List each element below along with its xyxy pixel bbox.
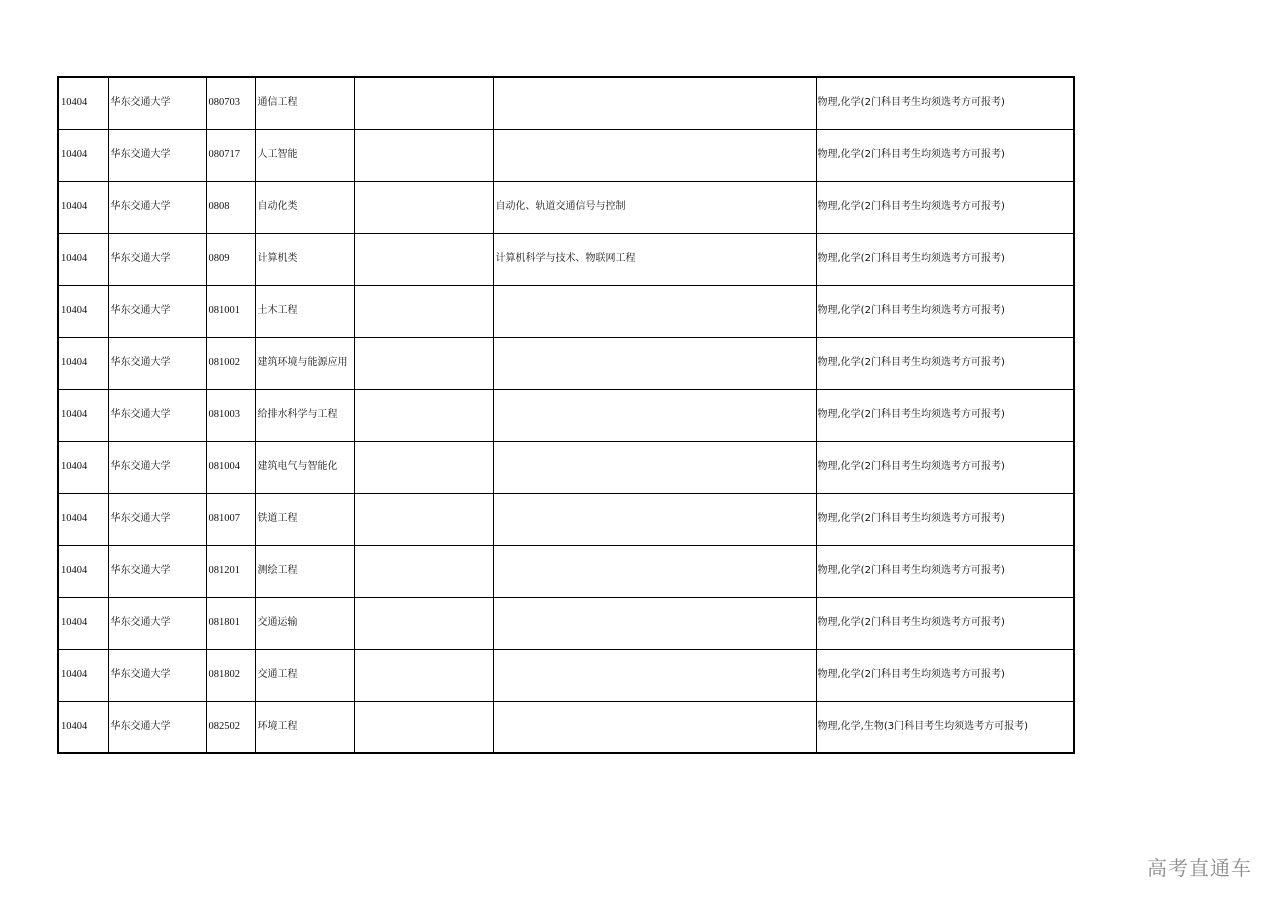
subject-requirement-cell: 物理,化学(2门科目考生均须选考方可报考) xyxy=(816,129,1074,181)
table-row xyxy=(58,389,1074,441)
empty-cell xyxy=(354,181,493,233)
school-name-cell: 华东交通大学 xyxy=(108,597,206,649)
major-code-cell: 0809 xyxy=(206,233,255,285)
included-majors-cell xyxy=(493,389,816,441)
major-code-cell: 081004 xyxy=(206,441,255,493)
empty-cell xyxy=(354,493,493,545)
major-name-cell: 土木工程 xyxy=(255,285,354,337)
included-majors-cell xyxy=(493,441,816,493)
subject-requirement-cell: 物理,化学(2门科目考生均须选考方可报考) xyxy=(816,597,1074,649)
included-majors-cell xyxy=(493,493,816,545)
school-code-cell: 10404 xyxy=(58,285,108,337)
subject-requirement-cell: 物理,化学(2门科目考生均须选考方可报考) xyxy=(816,441,1074,493)
included-majors-cell xyxy=(493,649,816,701)
major-name-cell: 环境工程 xyxy=(255,701,354,753)
school-code-cell: 10404 xyxy=(58,181,108,233)
school-code-cell: 10404 xyxy=(58,337,108,389)
major-code-cell: 0808 xyxy=(206,181,255,233)
school-code-cell: 10404 xyxy=(58,597,108,649)
subject-requirement-cell: 物理,化学(2门科目考生均须选考方可报考) xyxy=(816,181,1074,233)
major-name-cell: 通信工程 xyxy=(255,77,354,129)
school-name-cell: 华东交通大学 xyxy=(108,233,206,285)
table-row xyxy=(58,77,1074,129)
table-row xyxy=(58,129,1074,181)
included-majors-cell xyxy=(493,545,816,597)
watermark-text: 高考直通车 xyxy=(1147,856,1252,880)
school-code-cell: 10404 xyxy=(58,649,108,701)
school-code-cell: 10404 xyxy=(58,233,108,285)
major-name-cell: 交通运输 xyxy=(255,597,354,649)
included-majors-cell xyxy=(493,285,816,337)
empty-cell xyxy=(354,233,493,285)
table-row xyxy=(58,181,1074,233)
school-name-cell: 华东交通大学 xyxy=(108,77,206,129)
major-code-cell: 082502 xyxy=(206,701,255,753)
empty-cell xyxy=(354,337,493,389)
school-name-cell: 华东交通大学 xyxy=(108,649,206,701)
school-name-cell: 华东交通大学 xyxy=(108,389,206,441)
major-code-cell: 081802 xyxy=(206,649,255,701)
included-majors-cell xyxy=(493,337,816,389)
subject-requirement-cell: 物理,化学(2门科目考生均须选考方可报考) xyxy=(816,233,1074,285)
major-name-cell: 测绘工程 xyxy=(255,545,354,597)
table-row xyxy=(58,441,1074,493)
empty-cell xyxy=(354,77,493,129)
school-name-cell: 华东交通大学 xyxy=(108,545,206,597)
included-majors-cell xyxy=(493,129,816,181)
table-row xyxy=(58,493,1074,545)
subject-requirement-cell: 物理,化学(2门科目考生均须选考方可报考) xyxy=(816,493,1074,545)
subject-requirement-cell: 物理,化学,生物(3门科目考生均须选考方可报考) xyxy=(816,701,1074,753)
subject-requirement-cell: 物理,化学(2门科目考生均须选考方可报考) xyxy=(816,77,1074,129)
school-name-cell: 华东交通大学 xyxy=(108,129,206,181)
subject-requirement-cell: 物理,化学(2门科目考生均须选考方可报考) xyxy=(816,545,1074,597)
school-code-cell: 10404 xyxy=(58,129,108,181)
school-code-cell: 10404 xyxy=(58,441,108,493)
included-majors-cell xyxy=(493,701,816,753)
included-majors-cell: 计算机科学与技术、物联网工程 xyxy=(493,233,816,285)
school-code-cell: 10404 xyxy=(58,701,108,753)
school-code-cell: 10404 xyxy=(58,493,108,545)
major-code-cell: 081002 xyxy=(206,337,255,389)
major-name-cell: 计算机类 xyxy=(255,233,354,285)
major-name-cell: 建筑电气与智能化 xyxy=(255,441,354,493)
school-code-cell: 10404 xyxy=(58,389,108,441)
major-name-cell: 人工智能 xyxy=(255,129,354,181)
major-code-cell: 081003 xyxy=(206,389,255,441)
school-name-cell: 华东交通大学 xyxy=(108,493,206,545)
major-name-cell: 铁道工程 xyxy=(255,493,354,545)
table-row xyxy=(58,597,1074,649)
table-row xyxy=(58,337,1074,389)
empty-cell xyxy=(354,597,493,649)
empty-cell xyxy=(354,545,493,597)
empty-cell xyxy=(354,441,493,493)
major-code-cell: 080717 xyxy=(206,129,255,181)
subject-requirement-cell: 物理,化学(2门科目考生均须选考方可报考) xyxy=(816,337,1074,389)
table-row xyxy=(58,545,1074,597)
school-name-cell: 华东交通大学 xyxy=(108,337,206,389)
school-name-cell: 华东交通大学 xyxy=(108,285,206,337)
major-name-cell: 建筑环境与能源应用 xyxy=(255,337,354,389)
major-code-cell: 081801 xyxy=(206,597,255,649)
school-code-cell: 10404 xyxy=(58,545,108,597)
major-name-cell: 交通工程 xyxy=(255,649,354,701)
empty-cell xyxy=(354,389,493,441)
table-body xyxy=(58,77,1074,753)
school-name-cell: 华东交通大学 xyxy=(108,701,206,753)
school-name-cell: 华东交通大学 xyxy=(108,441,206,493)
empty-cell xyxy=(354,285,493,337)
subject-requirement-cell: 物理,化学(2门科目考生均须选考方可报考) xyxy=(816,285,1074,337)
included-majors-cell xyxy=(493,77,816,129)
table-row xyxy=(58,233,1074,285)
empty-cell xyxy=(354,701,493,753)
included-majors-cell: 自动化、轨道交通信号与控制 xyxy=(493,181,816,233)
major-code-cell: 080703 xyxy=(206,77,255,129)
major-name-cell: 自动化类 xyxy=(255,181,354,233)
school-code-cell: 10404 xyxy=(58,77,108,129)
subject-requirement-cell: 物理,化学(2门科目考生均须选考方可报考) xyxy=(816,389,1074,441)
table-row xyxy=(58,285,1074,337)
subject-requirements-table xyxy=(57,76,1075,754)
major-code-cell: 081001 xyxy=(206,285,255,337)
table-row xyxy=(58,701,1074,753)
included-majors-cell xyxy=(493,597,816,649)
major-code-cell: 081007 xyxy=(206,493,255,545)
table-row xyxy=(58,649,1074,701)
major-code-cell: 081201 xyxy=(206,545,255,597)
school-name-cell: 华东交通大学 xyxy=(108,181,206,233)
empty-cell xyxy=(354,649,493,701)
subject-requirement-cell: 物理,化学(2门科目考生均须选考方可报考) xyxy=(816,649,1074,701)
major-name-cell: 给排水科学与工程 xyxy=(255,389,354,441)
empty-cell xyxy=(354,129,493,181)
